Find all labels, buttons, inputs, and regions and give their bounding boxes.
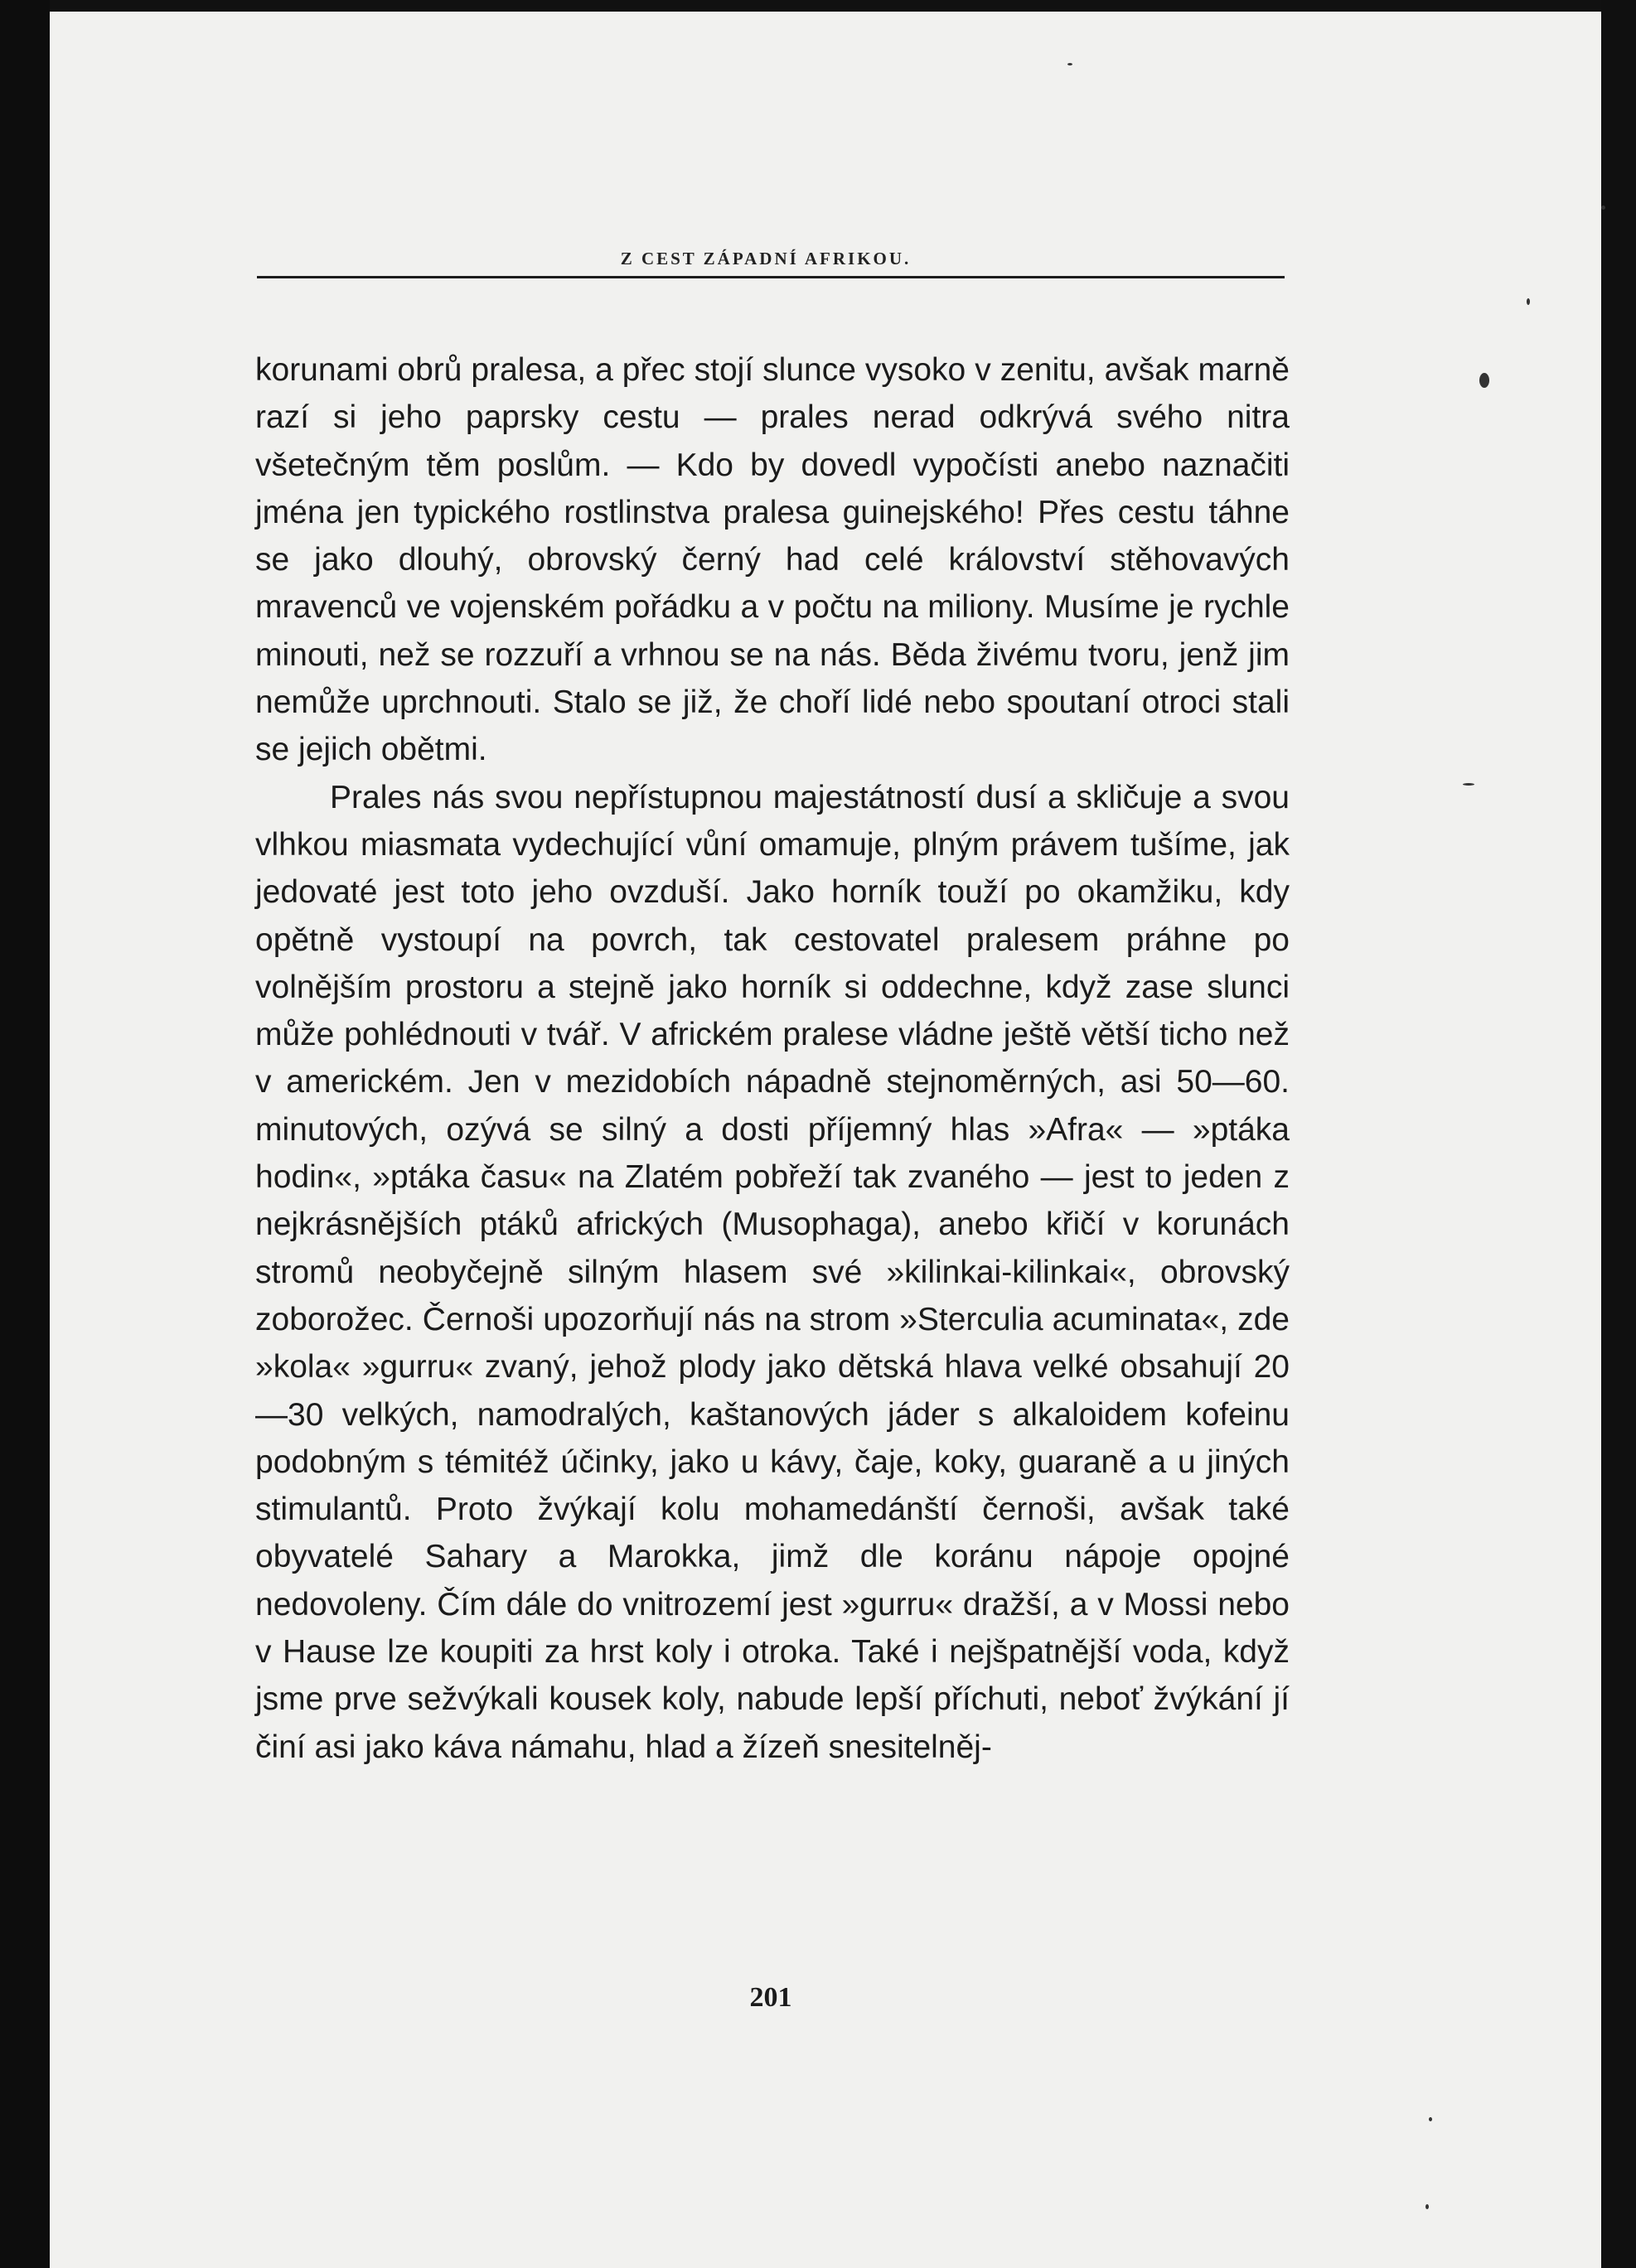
scan-border-right (1601, 0, 1636, 2268)
scan-speck (1463, 783, 1474, 786)
scan-border-top (0, 0, 1636, 12)
scan-speck (1429, 2117, 1432, 2121)
scan-speck (1425, 2204, 1429, 2209)
scan-speck (1601, 206, 1605, 210)
scan-speck (1527, 298, 1530, 305)
paragraph-2: Prales nás svou nepřístupnou majestátností dusí a skličuje a svou vlhkou miasmata vydechující vůní omamuje, plným právem tušíme, jak jedovaté jest toto jeho ovzduší. Jako horník touží po okamžiku, kdy opětně vystoupí na povrch, tak cestovatel pralesem práhne po volnějším prostoru a stejně jako horník si oddechne, když zase slunci může pohlédnouti v tvář. V africkém pralese vládne ještě větší ticho než v americkém. Jen v mezidobích nápadně stejnoměrných, asi 50—60. minutových, ozývá se silný a dosti příjemný hlas »Afra« — »ptáka hodin«, »ptáka času« na Zlatém pobřeží tak zvaného — jest to jeden z nejkrásnějších ptáků afrických (Musophaga), anebo křičí v korunách stromů neobyčejně silným hlasem své »kilinkai-kilinkai«, obrovský zoborožec. Černoši upozorňují nás na strom »Sterculia acuminata«, zde »kola« »gurru« zvaný, jehož plody jako dětská hlava velké obsahují 20—30 velkých, namodralých, kaštanových jáder s alkaloidem kofeinu podobným s témitéž účinky, jako u kávy, čaje, koky, guaraně a u jiných stimulantů. Proto žvýkají kolu mohamedánští černoši, avšak také obyvatelé Sahary a Marokka, jimž dle koránu nápoje opojné nedovoleny. Čím dále do vnitrozemí jest »gurru« dražší, a v Mossi nebo v Hause lze koupiti za hrst koly i otroka. Také i nejšpatnější voda, když jsme prve sežvýkali kousek koly, nabude lepší příchuti, neboť žvýkání jí činí asi jako káva námahu, hlad a žízeň snesitelněj- (255, 779, 1290, 1765)
page-body (255, 346, 1290, 1771)
scan-speck (1479, 373, 1489, 388)
running-title: Z CEST ZÁPADNÍ AFRIKOU. (620, 249, 912, 268)
header-rule (257, 276, 1285, 278)
paragraph-1: korunami obrů pralesa, a přec stojí slunce vysoko v zenitu, avšak marně razí si jeho paprsky cestu — prales nerad odkrývá svého nitra všetečným těm poslům. — Kdo by dovedl vypočísti anebo naznačiti jména jen typického rostlinstva pralesa guinejského! Přes cestu táhne se jako dlouhý, obrovský černý had celé království stěhovavých mravenců ve vojenském pořádku a v počtu na miliony. Musíme je rychle minouti, než se rozzuří a vrhnou se na nás. Běda živému tvoru, jenž jim nemůže uprchnouti. Stalo se již, že choří lidé nebo spoutaní otroci stali se jejich obětmi. (255, 352, 1290, 768)
scan-speck (1067, 63, 1072, 65)
scan-border-left (0, 0, 50, 2268)
page-number: 201 (749, 1982, 792, 2013)
